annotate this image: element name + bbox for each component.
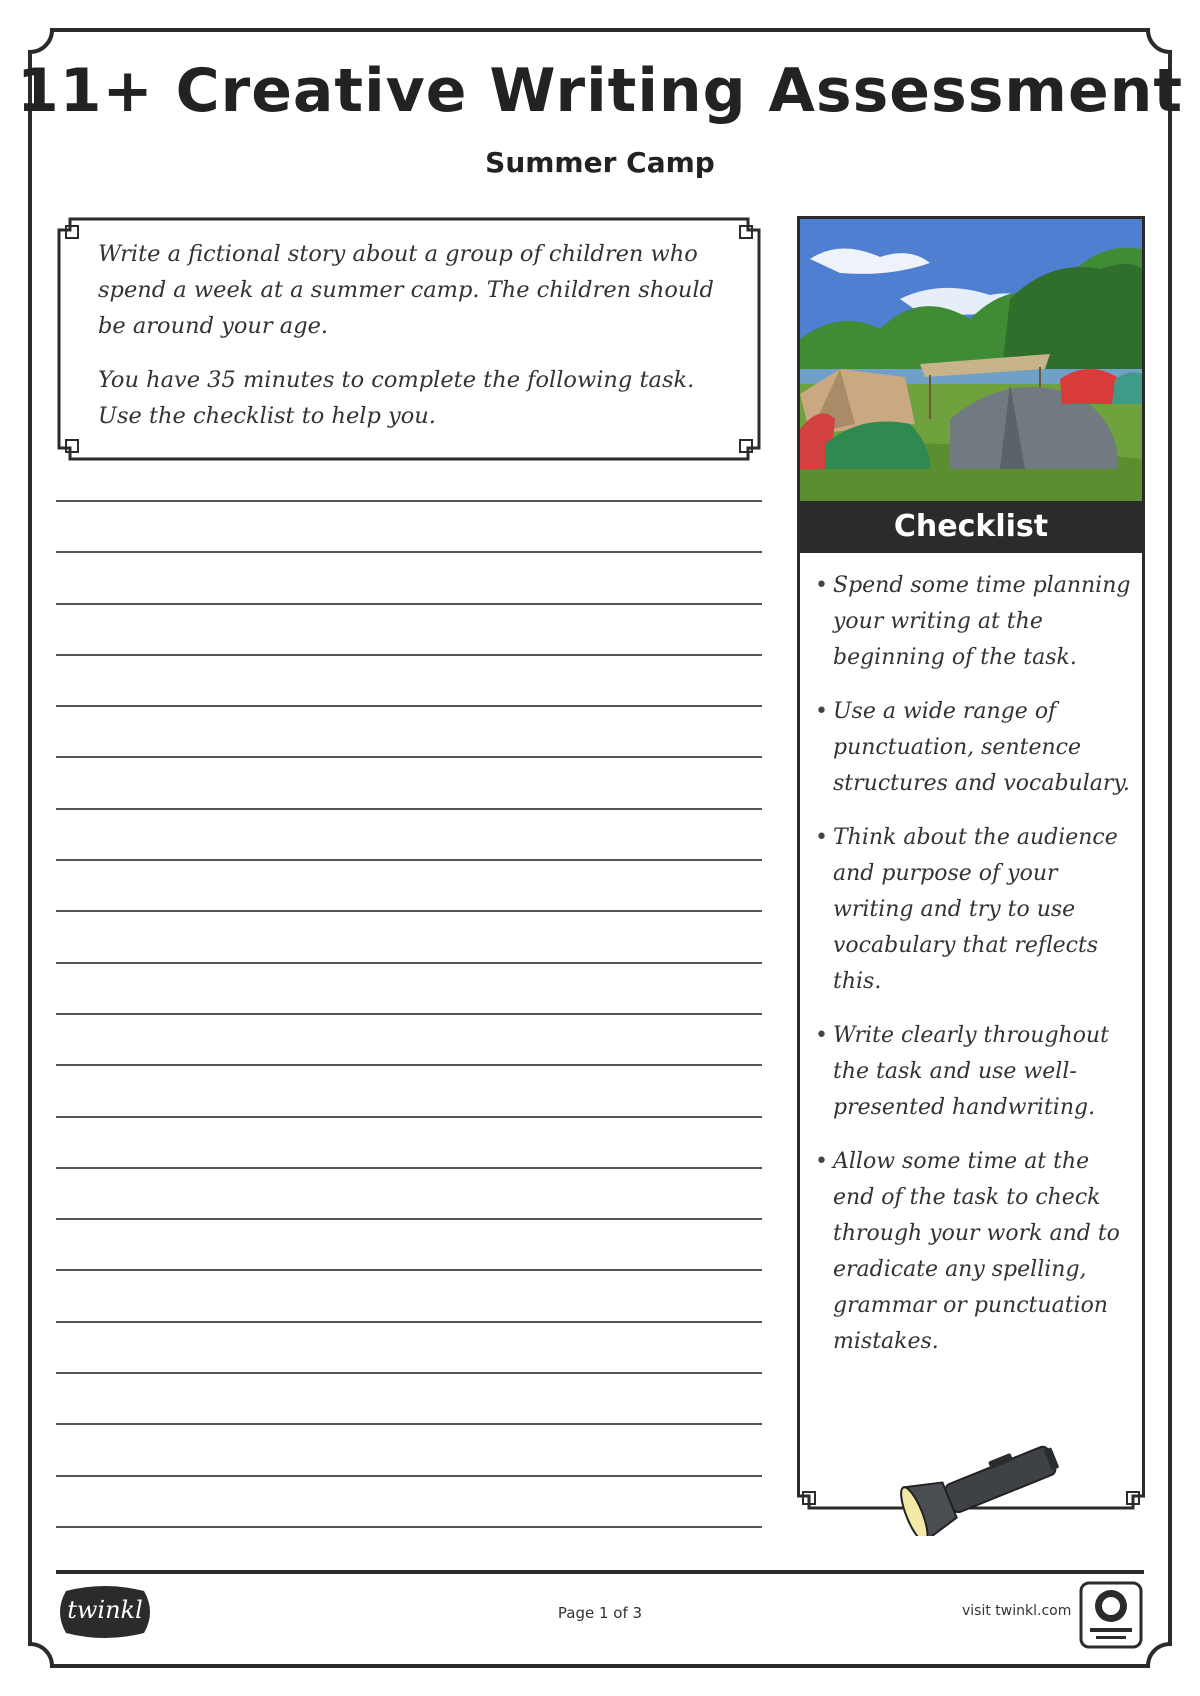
writing-line[interactable] xyxy=(56,656,762,707)
prompt-paragraph: You have 35 minutes to complete the following task. Use the checklist to help you. xyxy=(98,367,695,429)
writing-line[interactable] xyxy=(56,1220,762,1271)
writing-line[interactable] xyxy=(56,861,762,912)
writing-line[interactable] xyxy=(56,964,762,1015)
writing-line[interactable] xyxy=(56,553,762,604)
writing-line[interactable] xyxy=(56,1271,762,1322)
writing-line[interactable] xyxy=(56,1425,762,1476)
checklist-item: • Write clearly throughout the task and use well-presented handwriting. xyxy=(815,1018,1137,1126)
writing-line[interactable] xyxy=(56,1015,762,1066)
writing-line[interactable] xyxy=(56,1169,762,1220)
writing-line[interactable] xyxy=(56,707,762,758)
writing-line[interactable] xyxy=(56,810,762,861)
checklist xyxy=(815,568,1137,1378)
writing-line[interactable] xyxy=(56,912,762,963)
checklist-item: • Think about the audience and purpose of your writing and try to use vocabulary that reflects this. xyxy=(815,820,1137,1000)
footer-divider xyxy=(56,1570,1144,1574)
checklist-item: • Spend some time planning your writing at the beginning of the task. xyxy=(815,568,1137,676)
checklist-title: Checklist xyxy=(800,501,1142,553)
campsite-image xyxy=(800,219,1142,501)
writing-line[interactable] xyxy=(56,1323,762,1374)
page-number: Page 1 of 3 xyxy=(557,1604,643,1622)
writing-line[interactable] xyxy=(56,605,762,656)
website-link[interactable]: visit twinkl.com xyxy=(962,1603,1072,1619)
page-title: 11+ Creative Writing Assessment xyxy=(16,56,1184,126)
writing-lines[interactable] xyxy=(56,500,762,1528)
writing-line[interactable] xyxy=(56,502,762,553)
prompt-paragraph: Write a fictional story about a group of children who spend a week at a summer camp. The children should be around your age. xyxy=(98,241,714,339)
writing-line[interactable] xyxy=(56,1118,762,1169)
writing-line[interactable] xyxy=(56,1477,762,1528)
torch-icon xyxy=(897,1436,1077,1540)
writing-line[interactable] xyxy=(56,1374,762,1425)
prompt-box xyxy=(56,216,762,462)
writing-line[interactable] xyxy=(56,758,762,809)
logo-wordmark: twinkl xyxy=(67,1596,143,1624)
prompt-text xyxy=(98,236,738,452)
checklist-item: • Allow some time at the end of the task to check through your work and to eradicate any spelling, grammar or punctuation mistakes. xyxy=(815,1144,1137,1360)
checklist-item: • Use a wide range of punctuation, sentence structures and vocabulary. xyxy=(815,694,1137,802)
quality-standard-badge-icon xyxy=(1078,1580,1144,1650)
page-subtitle: Summer Camp xyxy=(485,146,715,179)
checklist-panel xyxy=(797,216,1145,1526)
writing-line[interactable] xyxy=(56,1066,762,1117)
